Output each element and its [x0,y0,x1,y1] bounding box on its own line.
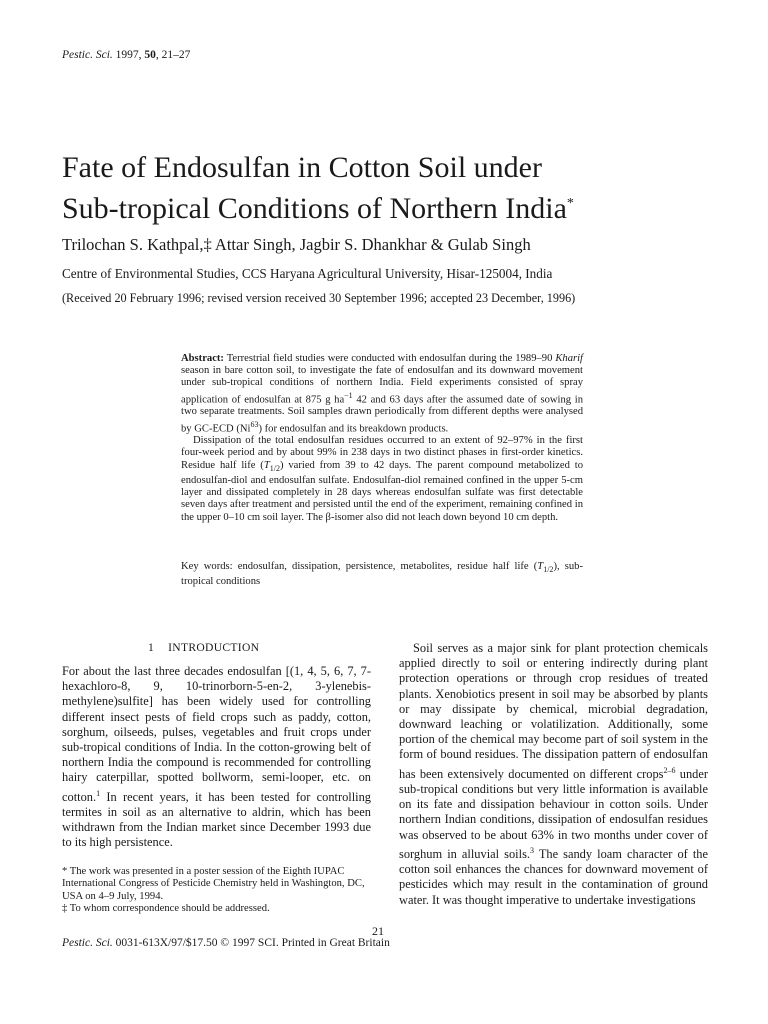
body-text: under sub-tropical conditions but very little information is available on its fate and dissipation behaviour in cotton soils. Under northern Indian conditions, dissipation of endosulfan residues was observed to be about 63% in two months under cover of sorghum in alluvial soils. [399,766,708,861]
section-heading [148,641,259,654]
paper-title [62,150,712,227]
abstract-paragraph-2 [181,435,583,524]
abstract-unit-superscript: −1 [344,390,353,400]
body-text: Soil serves as a major sink for plant protection chemicals applied directly to soil or entering indirectly during plant protection operations or through crop residues of treated plants. Xenobiotics present in soil may be absorbed by plants or may dissipate by chemical, microbial degradation, downward leaching or volatilization. Additionally, some portion of the chemical may become part of soil system in the form of bound residues. The dissipation pattern of endosulfan has been extensively documented on different crops [399,641,708,781]
abstract-text: ) varied from 39 to 42 days. The parent compound metabolized to endosulfan-diol and endosulfan sulfate. Endosulfan-diol remained confined in the upper 5-cm layer and dissipated completely in 28 days whereas endosulfan sulfate was first detectable seven days after treatment and persisted until the end of the experiment, remaining confined in the upper 0–10 cm soil layer. The β-isomer also did not leach down beyond 10 cm depth. [181,459,583,523]
author-list: Trilochan S. Kathpal,‡ Attar Singh, Jagbir S. Dhankhar & Gulab Singh [62,235,531,254]
section-number: 1 [148,641,155,654]
reference-marker: 2–6 [663,765,676,775]
abstract-text: 42 and 63 days after the assumed date of sowing in two separate treatments. Soil samples drawn periodically from different depths were analysed by GC-ECD (Ni [181,394,583,435]
abstract-ni-superscript: 63 [250,419,259,429]
journal-citation-header [62,49,190,61]
keywords [181,561,583,589]
keywords-text: ), sub-tropical conditions [181,561,583,588]
abstract-paragraph-1 [181,353,583,435]
half-life-symbol: T [263,459,270,471]
footer-journal-abbrev: Pestic. Sci. [62,937,113,949]
title-line-1: Fate of Endosulfan in Cotton Soil under [62,151,542,184]
title-line-2: Sub-tropical Conditions of Northern India [62,192,567,225]
abstract-kharif: Kharif [555,353,583,364]
abstract-label: Abstract: [181,353,224,364]
half-life-subscript: 1/2 [543,565,554,575]
keywords-text: Key words: endosulfan, dissipation, persistence, metabolites, residue half life ( [181,561,538,572]
footer-copyright: 0031-613X/97/$17.50 © 1997 SCI. Printed in Great Britain [112,937,390,949]
abstract-text: ) for endosulfan and its breakdown products. [258,423,449,435]
abstract [181,353,583,524]
section-title: INTRODUCTION [168,641,260,654]
reference-marker: 3 [529,845,534,855]
reference-marker: 1 [96,788,101,798]
affiliation: Centre of Environmental Studies, CCS Haryana Agricultural University, Hisar-125004, India [62,266,553,281]
body-text: For about the last three decades endosulfan [(1, 4, 5, 6, 7, 7-hexachloro-8, 9, 10-trinorborn-5-en-2, 3-ylenebis-methylene)sulfite] has been widely used for controlling different insect pests of field crops such as paddy, cotton, sorghum, oilseeds, pulses, vegetables and fruit crops under sub-tropical conditions of India. In the cotton-growing belt of northern India the compound is recommended for controlling hairy caterpillar, spotted bollworm, semi-looper, etc. on cotton. [62,664,371,804]
citation-year: 1997, [112,49,145,61]
half-life-symbol: T [537,561,544,572]
intro-paragraph-2 [399,641,708,908]
intro-paragraph-1 [62,664,371,851]
abstract-text: season in bare cotton soil, to investigate the fate of endosulfan and its downward movement under sub-tropical conditions of northern India. Field experiments consisted of spray application of endosulfan at 875 g ha [181,365,583,406]
abstract-text: Dissipation of the total endosulfan residues occurred to an extent of 92–97% in the first four-week period and by about 99% in 238 days in two distinct phases in first-order kinetics. Residue half life ( [181,435,583,471]
page-range: , 21–27 [155,49,191,61]
abstract-text: Terrestrial field studies were conducted with endosulfan during the 1989–90 [223,353,556,364]
footnote-star: * The work was presented in a poster session of the Eighth IUPAC International Congress of Pesticide Chemistry held in Washington, DC, USA on 4–9 July, 1994. [62,866,365,902]
footnotes [62,866,371,916]
journal-abbrev: Pestic. Sci. [62,49,113,61]
journal-footer [62,937,390,949]
intro-left-column [62,664,371,851]
half-life-subscript: 1/2 [269,463,280,473]
volume-number: 50 [144,49,156,61]
page-number: 21 [372,924,384,938]
intro-right-column [399,641,708,908]
title-footnote-marker: * [566,196,574,211]
footnote-dagger: ‡ To whom correspondence should be addressed. [62,903,270,915]
body-text: The sandy loam character of the cotton soil enhances the chances for downward movement of pesticides which may result in the contamination of ground water. It was thought imperative to undertake investigations [399,846,708,907]
body-text: In recent years, it has been tested for controlling termites in soil as an alternative to aldrin, which has been withdrawn from the Indian market since December 1993 due to its high persistence. [62,789,371,850]
received-dates: (Received 20 February 1996; revised version received 30 September 1996; accepted 23 December, 1996) [62,291,576,305]
